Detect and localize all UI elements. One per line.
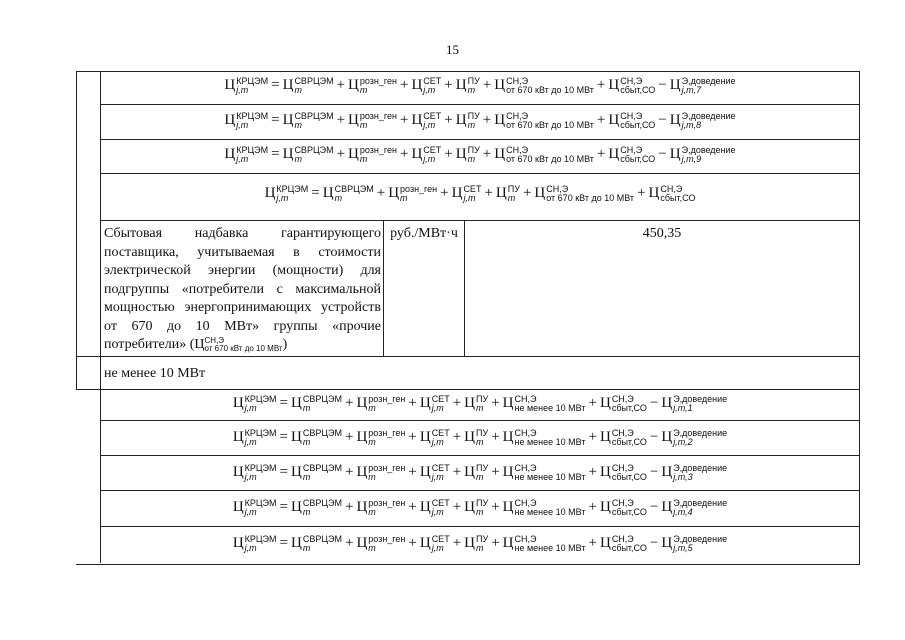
description-index: СН,Э от 670 кВт до 10 МВт <box>204 335 283 353</box>
value-cell: 450,35 <box>642 226 682 241</box>
row-divider <box>100 526 859 527</box>
page-number: 15 <box>446 42 459 57</box>
unit-cell: руб./МВт·ч <box>390 226 458 241</box>
description-cell <box>104 225 381 355</box>
row-divider <box>100 389 859 390</box>
row-divider <box>76 356 859 357</box>
row-divider <box>100 455 859 456</box>
row-divider <box>100 139 859 140</box>
formula-row: Ц КРЦЭМ j,m = Ц СВРЦЭМ m + Ц розн_ген m + Ц СЕТ j,m + Ц ПУ m + Ц СН,Э не менее 10 МВт + Ц СН,Э сбыт,СО − Ц Э,доведение j,m,3 <box>232 462 728 482</box>
formula-row: Ц КРЦЭМ j,m = Ц СВРЦЭМ m + Ц розн_ген m + Ц СЕТ j,m + Ц ПУ m + Ц СН,Э не менее 10 МВт + Ц СН,Э сбыт,СО − Ц Э,доведение j,m,5 <box>232 533 728 553</box>
formula-row: Ц КРЦЭМ j,m = Ц СВРЦЭМ m + Ц розн_ген m + Ц СЕТ j,m + Ц ПУ m + Ц СН,Э от 670 кВт до 10 МВт + Ц СН,Э сбыт,СО − Ц Э,доведение j,m,8 <box>224 110 736 130</box>
table-left-border <box>76 71 77 389</box>
formula-row: Ц КРЦЭМ j,m = Ц СВРЦЭМ m + Ц розн_ген m + Ц СЕТ j,m + Ц ПУ m + Ц СН,Э не менее 10 МВт + Ц СН,Э сбыт,СО − Ц Э,доведение j,m,2 <box>232 427 728 447</box>
formula-row: Ц КРЦЭМ j,m = Ц СВРЦЭМ m + Ц розн_ген m + Ц СЕТ j,m + Ц ПУ m + Ц СН,Э не менее 10 МВт + Ц СН,Э сбыт,СО − Ц Э,доведение j,m,4 <box>232 497 728 517</box>
row-divider <box>100 420 859 421</box>
formula-row: Ц КРЦЭМ j,m = Ц СВРЦЭМ m + Ц розн_ген m + Ц СЕТ j,m + Ц ПУ m + Ц СН,Э не менее 10 МВт + Ц СН,Э сбыт,СО − Ц Э,доведение j,m,1 <box>232 393 728 413</box>
formula-row: Ц КРЦЭМ j,m = Ц СВРЦЭМ m + Ц розн_ген m + Ц СЕТ j,m + Ц ПУ m + Ц СН,Э от 670 кВт до 10 МВт + Ц СН,Э сбыт,СО <box>264 183 696 203</box>
row-divider <box>100 173 859 174</box>
row-divider <box>100 490 859 491</box>
section-heading: не менее 10 МВт <box>104 366 206 381</box>
row-divider <box>100 220 859 221</box>
formula-row: Ц КРЦЭМ j,m = Ц СВРЦЭМ m + Ц розн_ген m + Ц СЕТ j,m + Ц ПУ m + Ц СН,Э от 670 кВт до 10 МВт + Ц СН,Э сбыт,СО − Ц Э,доведение j,m,7 <box>224 75 736 95</box>
row-divider <box>100 104 859 105</box>
description-close: ) <box>282 337 288 352</box>
formula-row: Ц КРЦЭМ j,m = Ц СВРЦЭМ m + Ц розн_ген m + Ц СЕТ j,m + Ц ПУ m + Ц СН,Э от 670 кВт до 10 МВт + Ц СН,Э сбыт,СО − Ц Э,доведение j,m,9 <box>224 144 736 164</box>
description-text: Сбытовая надбавка гарантирующего поставщика, учитываемая в стоимости электрической энергии (мощности) для подгруппы «потребители с максимальной мощностью энергопринимающих устройств от 670 до 10 МВт» группы «прочие потребители» (Ц <box>104 226 381 352</box>
